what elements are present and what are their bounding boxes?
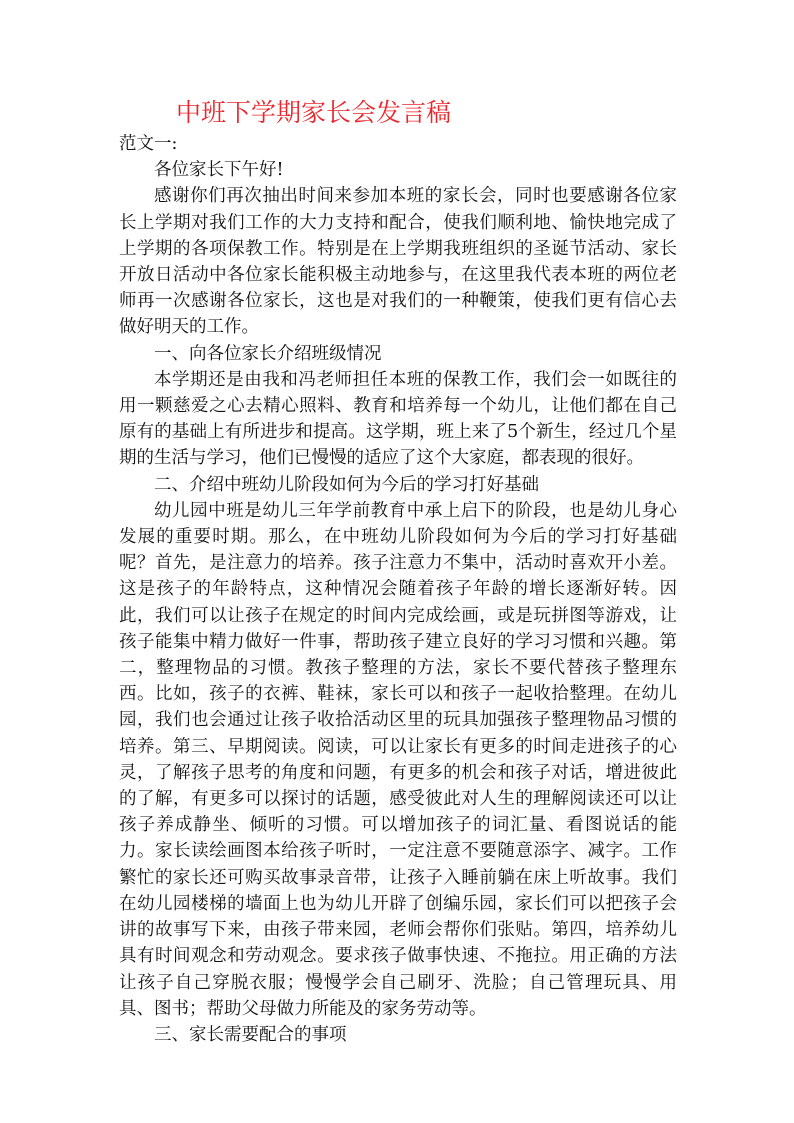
section-heading-2: 二、介绍中班幼儿阶段如何为今后的学习打好基础 bbox=[154, 474, 539, 495]
paragraph-foundation: 幼儿园中班是幼儿三年学前教育中承上启下的阶段，也是幼儿身心发展的重要时期。那么，在中班幼儿阶段如何为今后的学习打好基础呢？首先，是注意力的培养。孩子注意力不集中，活动时喜欢开小差。这是孩子的年龄特点，这种情况会随着孩子年龄的增长逐渐好转。因此，我们可以让孩子在规定的时间内完成绘画，或是玩拼图等游戏，让孩子能集中精力做好一件事，帮助孩子建立良好的学习习惯和兴趣。第二，整理物品的习惯。教孩子整理的方法，家长不要代替孩子整理东西。比如，孩子的衣裤、鞋袜，家长可以和孩子一起收拾整理。在幼儿园，我们也会通过让孩子收拾活动区里的玩具加强孩子整理物品习惯的培养。第三、早期阅读。阅读，可以让家长有更多的时间走进孩子的心灵，了解孩子思考的角度和问题，有更多的机会和孩子对话，增进彼此的了解，有更多可以探讨的话题，感受彼此对人生的理解阅读还可以让孩子养成静坐、倾听的习惯。可以增加孩子的词汇量、看图说话的能力。家长读绘画图本给孩子听时，一定注意不要随意添字、减字。工作繁忙的家长还可购买故事录音带，让孩子入睡前躺在床上听故事。我们在幼儿园楼梯的墙面上也为幼儿开辟了创编乐园，家长们可以把孩子会讲的故事写下来，由孩子带来园，老师会帮你们张贴。第四，培养幼儿具有时间观念和劳动观念。要求孩子做事快速、不拖拉。用正确的方法让孩子自己穿脱衣服；慢慢学会自己刷牙、洗脸；自己管理玩具、用具、图书；帮助父母做力所能及的家务劳动等。 bbox=[119, 500, 677, 1019]
greeting: 各位家长下午好! bbox=[154, 160, 284, 181]
section-heading-1: 一、向各位家长介绍班级情况 bbox=[154, 343, 382, 364]
document-title: 中班下学期家长会发言稿 bbox=[176, 98, 452, 127]
paragraph-thanks: 感谢你们再次抽出时间来参加本班的家长会，同时也要感谢各位家长上学期对我们工作的大力支持和配合，使我们顺利地、愉快地完成了上学期的各项保教工作。特别是在上学期我班组织的圣诞节活动、家长开放日活动中各位家长能积极主动地参与，在这里我代表本班的两位老师再一次感谢各位家长，这也是对我们的一种鞭策，使我们更有信心去做好明天的工作。 bbox=[119, 186, 677, 338]
section-heading-3: 三、家长需要配合的事项 bbox=[154, 1024, 347, 1045]
sample-label: 范文一: bbox=[119, 134, 178, 154]
paragraph-class-info: 本学期还是由我和冯老师担任本班的保教工作，我们会一如既往的用一颗慈爱之心去精心照料、教育和培养每一个幼儿，让他们都在自己原有的基础上有所进步和提高。这学期，班上来了5个新生，经过几个星期的生活与学习，他们已慢慢的适应了这个大家庭，都表现的很好。 bbox=[119, 369, 677, 469]
document-body bbox=[119, 131, 677, 1048]
